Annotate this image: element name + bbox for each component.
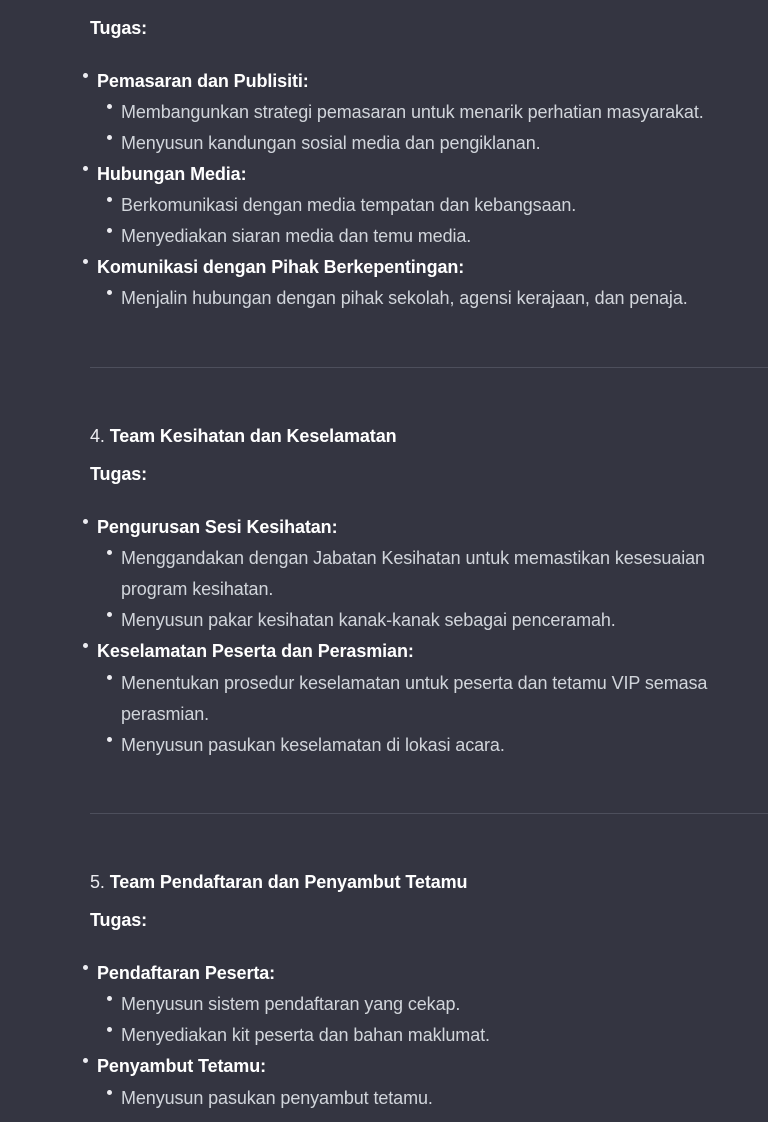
bullet-icon: [107, 550, 112, 555]
bullet-icon: [83, 73, 88, 78]
section-number: 5.: [90, 872, 105, 892]
section-number: 4.: [90, 426, 105, 446]
bullet-icon: [83, 166, 88, 171]
section-heading: [90, 870, 467, 894]
task-detail: Menyediakan siaran media dan temu media.: [121, 226, 472, 246]
section-title: Team Kesihatan dan Keselamatan: [109, 426, 397, 446]
bullet-icon: [107, 675, 112, 680]
bullet-icon: [83, 643, 88, 648]
bullet-icon: [107, 290, 112, 295]
bullet-icon: [83, 519, 88, 524]
bullet-icon: [107, 228, 112, 233]
task-title: Pendaftaran Peserta:: [97, 963, 276, 983]
task-detail: Menyediakan kit peserta dan bahan maklumat.: [121, 1025, 490, 1045]
task-title: Hubungan Media:: [97, 164, 247, 184]
task-title: Pemasaran dan Publisiti:: [97, 71, 309, 91]
tugas-label: Tugas:: [90, 464, 148, 484]
section-heading: [90, 424, 397, 448]
section-divider: [90, 367, 768, 368]
task-detail: Menyusun pasukan keselamatan di lokasi acara.: [121, 735, 505, 755]
bullet-icon: [107, 612, 112, 617]
bullet-icon: [83, 965, 88, 970]
task-detail: Menggandakan dengan Jabatan Kesihatan untuk memastikan kesesuaian: [121, 548, 705, 568]
task-detail: Menyusun pasukan penyambut tetamu.: [121, 1088, 433, 1108]
task-detail: Membangunkan strategi pemasaran untuk menarik perhatian masyarakat.: [121, 102, 704, 122]
task-detail-continued: program kesihatan.: [121, 579, 274, 599]
bullet-icon: [107, 1027, 112, 1032]
task-detail: Menyusun pakar kesihatan kanak-kanak sebagai penceramah.: [121, 610, 616, 630]
task-detail: Menyusun sistem pendaftaran yang cekap.: [121, 994, 461, 1014]
section-divider: [90, 813, 768, 814]
bullet-icon: [107, 1090, 112, 1095]
task-detail: Menentukan prosedur keselamatan untuk peserta dan tetamu VIP semasa: [121, 673, 708, 693]
bullet-icon: [107, 197, 112, 202]
task-detail: Menyusun kandungan sosial media dan pengiklanan.: [121, 133, 541, 153]
task-detail: Menjalin hubungan dengan pihak sekolah, agensi kerajaan, dan penaja.: [121, 288, 688, 308]
task-title: Pengurusan Sesi Kesihatan:: [97, 517, 338, 537]
bullet-icon: [107, 104, 112, 109]
bullet-icon: [107, 996, 112, 1001]
tugas-label: Tugas:: [90, 18, 148, 38]
bullet-icon: [83, 1058, 88, 1063]
task-title: Keselamatan Peserta dan Perasmian:: [97, 641, 414, 661]
task-title: Penyambut Tetamu:: [97, 1056, 266, 1076]
tugas-label: Tugas:: [90, 910, 148, 930]
task-detail: Berkomunikasi dengan media tempatan dan kebangsaan.: [121, 195, 577, 215]
bullet-icon: [107, 135, 112, 140]
task-title: Komunikasi dengan Pihak Berkepentingan:: [97, 257, 465, 277]
bullet-icon: [83, 259, 88, 264]
bullet-icon: [107, 737, 112, 742]
section-title: Team Pendaftaran dan Penyambut Tetamu: [109, 872, 468, 892]
task-detail-continued: perasmian.: [121, 704, 210, 724]
